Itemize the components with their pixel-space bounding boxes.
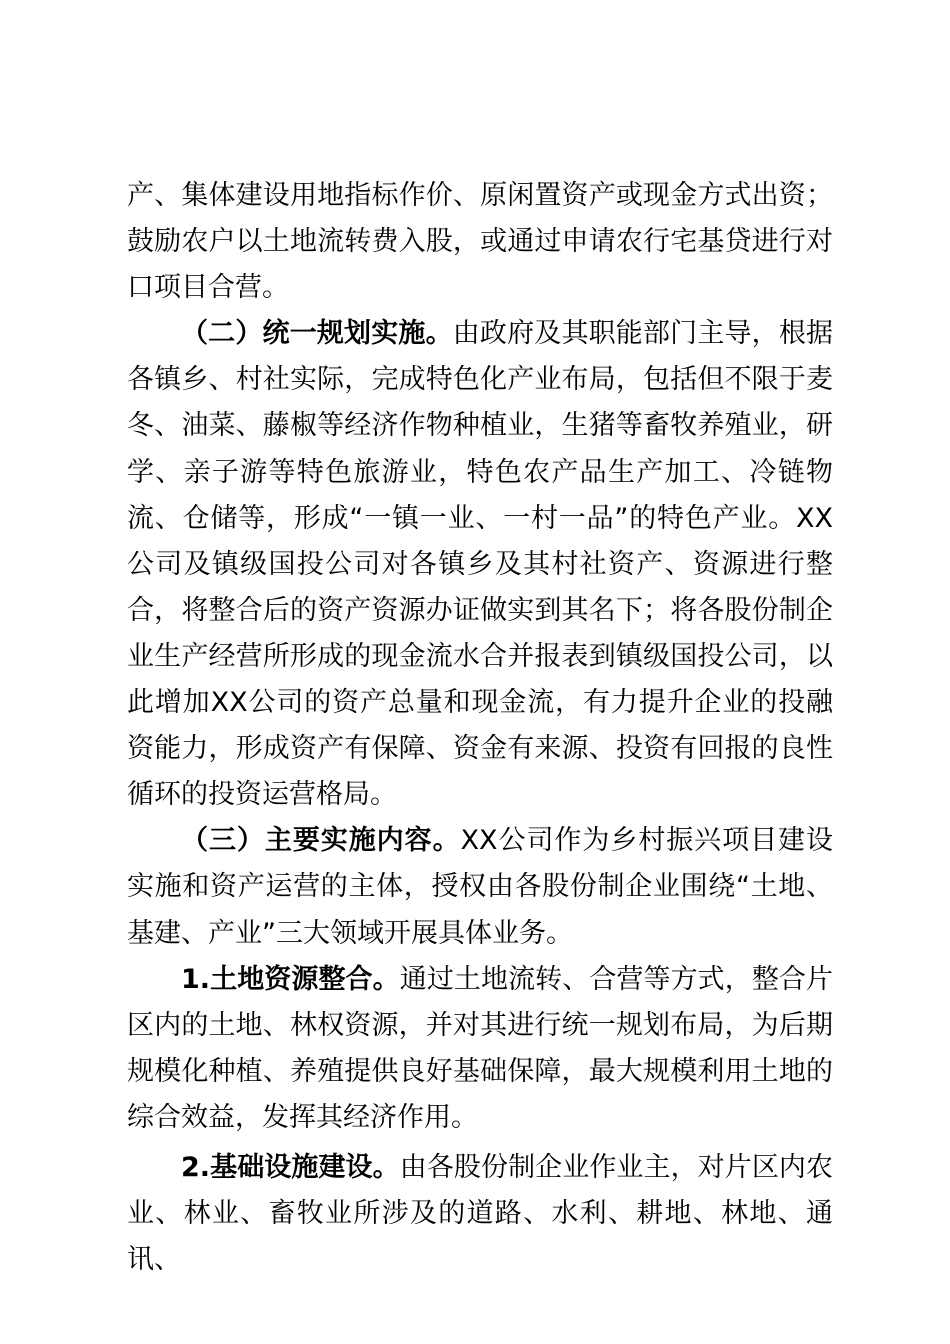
paragraph-2 — [127, 311, 833, 818]
section-heading-unified-planning: （二）统一规划实施。 — [181, 318, 453, 350]
document-body — [127, 173, 833, 1283]
paragraph-4 — [127, 957, 833, 1141]
paragraph-3 — [127, 818, 833, 956]
subsection-heading-infrastructure: 2.基础设施建设。 — [181, 1151, 400, 1183]
paragraph-3-text: XX公司作为乡村振兴项目建设实施和资产运营的主体，授权由各股份制企业围绕“土地、基建、产业”三大领域开展具体业务。 — [127, 825, 833, 949]
paragraph-1-text: 产、集体建设用地指标作价、原闲置资产或现金方式出资；鼓励农户以土地流转费入股，或通过申请农行宅基贷进行对口项目合营。 — [127, 180, 833, 304]
section-heading-main-content: （三）主要实施内容。 — [181, 825, 461, 857]
paragraph-5-text: 由各股份制企业作业主，对片区内农业、林业、畜牧业所涉及的道路、水利、耕地、林地、通讯、 — [127, 1151, 834, 1276]
paragraph-1 — [127, 173, 833, 311]
subsection-heading-land-integration: 1.土地资源整合。 — [181, 963, 400, 995]
paragraph-5 — [127, 1145, 833, 1283]
paragraph-2-text: 由政府及其职能部门主导，根据各镇乡、村社实际，完成特色化产业布局，包括但不限于麦冬、油菜、藤椒等经济作物种植业，生猪等畜牧养殖业，研学、亲子游等特色旅游业，特色农产品生产加工、冷链物流、仓储等，形成“一镇一业、一村一品”的特色产业。XX公司及镇级国投公司对各镇乡及其村社资产、资源进行整合，将整合后的资产资源办证做实到其名下；将各股份制企业生产经营所形成的现金流水合并报表到镇级国投公司，以此增加XX公司的资产总量和现金流，有力提升企业的投融资能力，形成资产有保障、资金有来源、投资有回报的良性循环的投资运营格局。 — [127, 318, 834, 811]
paragraph-4-text: 通过土地流转、合营等方式，整合片区内的土地、林权资源，并对其进行统一规划布局，为后期规模化种植、养殖提供良好基础保障，最大规模利用土地的综合效益，发挥其经济作用。 — [127, 963, 834, 1133]
